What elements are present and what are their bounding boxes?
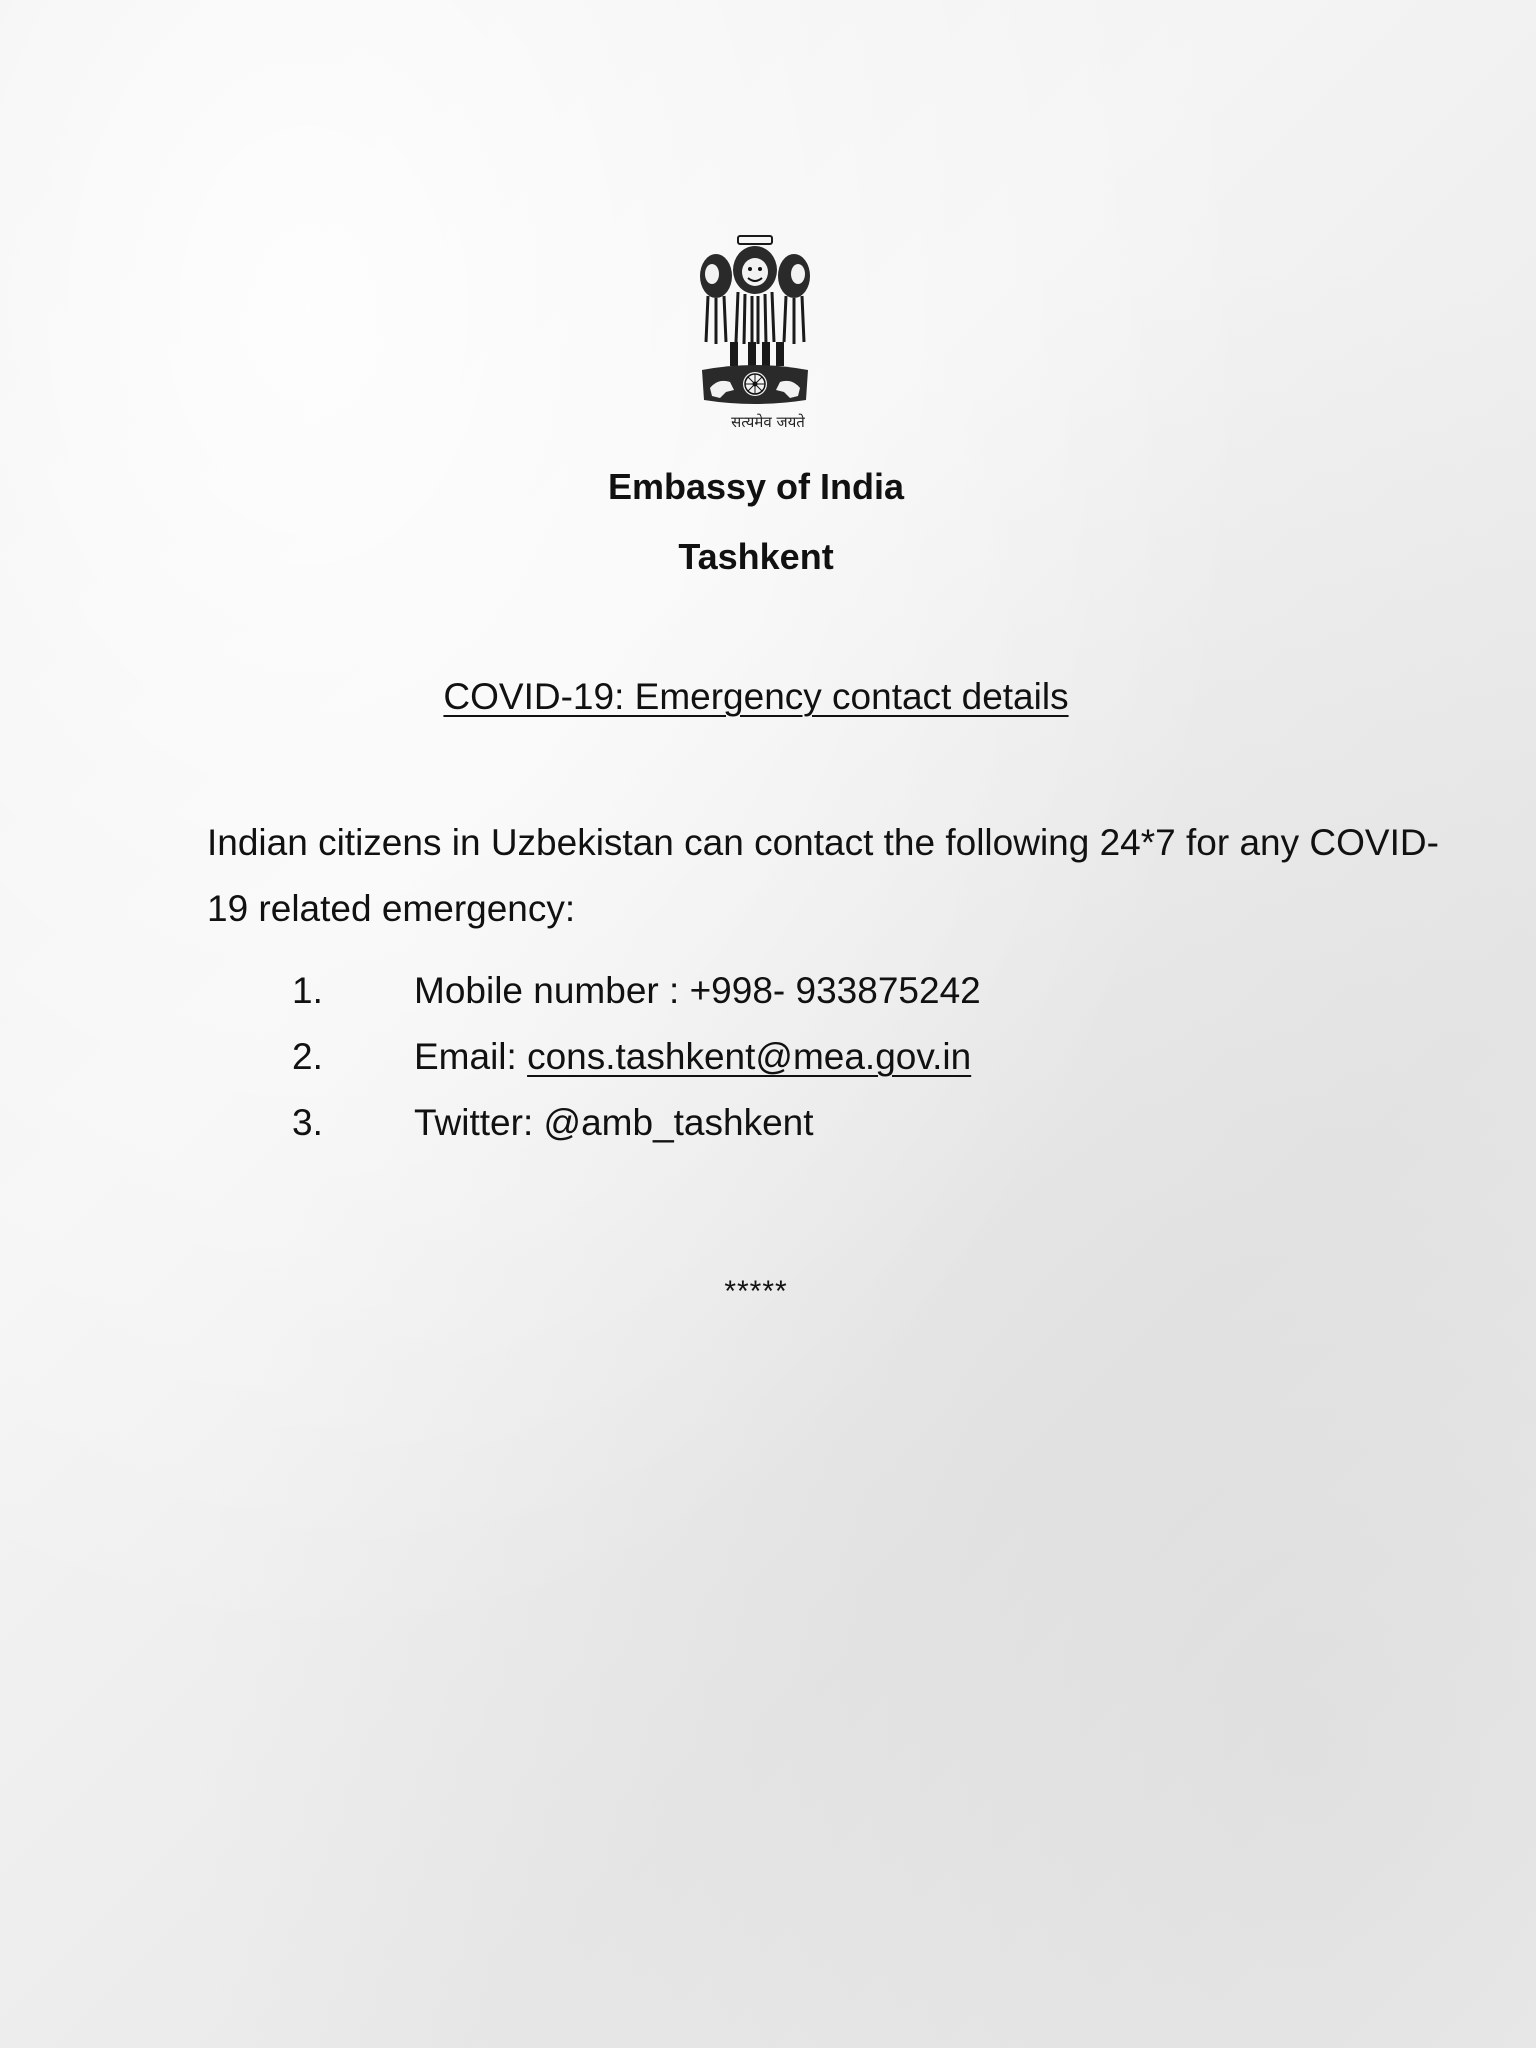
emblem-motto: सत्यमेव जयते — [731, 413, 805, 431]
contact-label: Twitter: — [414, 1102, 544, 1143]
contact-twitter — [414, 1096, 814, 1150]
heading-text: COVID-19: Emergency contact details — [443, 676, 1069, 717]
list-item — [0, 1030, 1536, 1096]
twitter-handle: @amb_tashkent — [543, 1102, 814, 1143]
mobile-number: +998- 933875242 — [689, 970, 981, 1011]
email-link[interactable]: cons.tashkent@mea.gov.in — [527, 1036, 972, 1077]
intro-paragraph: Indian citizens in Uzbekistan can contact the following 24*7 for any COVID-19 related emergency: — [207, 822, 1439, 929]
document-heading — [0, 676, 1512, 718]
list-item-number: 3. — [292, 1102, 323, 1143]
organization-city: Tashkent — [678, 536, 834, 577]
list-item-number: 1. — [292, 970, 323, 1011]
contact-label: Email: — [414, 1036, 528, 1077]
list-item-number: 2. — [292, 1036, 323, 1077]
closing-asterisks: ***** — [724, 1275, 788, 1308]
contact-mobile — [414, 964, 981, 1018]
national-emblem-icon — [690, 232, 820, 412]
contact-list — [0, 964, 1536, 1162]
list-item — [0, 1096, 1536, 1162]
contact-email — [414, 1030, 971, 1084]
contact-label: Mobile number : — [414, 970, 690, 1011]
list-item — [0, 964, 1536, 1030]
organization-name: Embassy of India — [607, 466, 905, 507]
